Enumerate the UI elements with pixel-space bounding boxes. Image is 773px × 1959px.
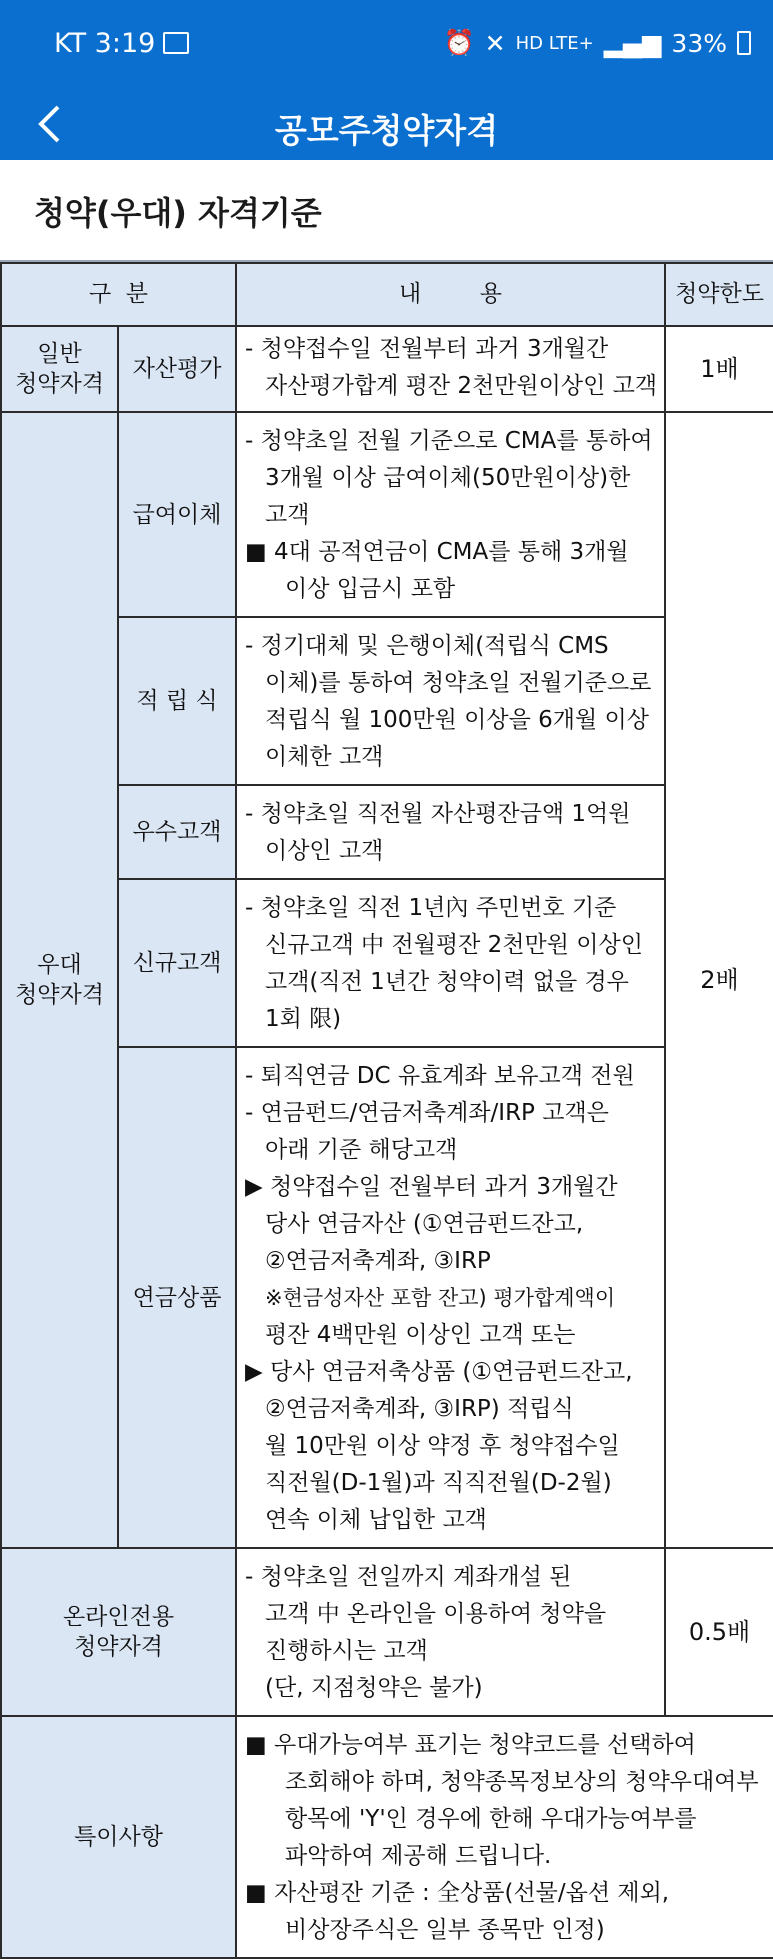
content-line: ※현금성자산 포함 잔고) 평가합계액이: [265, 1286, 616, 1310]
content-line: 파악하여 제공해 드립니다.: [285, 1843, 552, 1869]
table-row: [1, 326, 773, 412]
content-line: 항목에 'Y'인 경우에 한해 우대가능여부를: [285, 1806, 697, 1832]
group-preferred: 우대 청약자격: [1, 412, 118, 1548]
content-cell: [236, 879, 665, 1047]
table-row: [1, 1716, 773, 1958]
content-line: - 청약초일 전일까지 계좌개설 된: [245, 1564, 572, 1590]
content-line: ■ 4대 공적연금이 CMA를 통해 3개월: [245, 539, 629, 565]
content-line: ▶ 당사 연금저축상품 (①연금펀드잔고,: [245, 1359, 633, 1385]
sub-salary: 급여이체: [118, 412, 236, 617]
content-line: 고객 中 온라인을 이용하여 청약을: [265, 1601, 607, 1627]
limit-online: 0.5배: [665, 1548, 773, 1716]
content-line: ■ 우대가능여부 표기는 청약코드를 선택하여: [245, 1732, 696, 1758]
content-line: - 연금펀드/연금저축계좌/IRP 고객은: [245, 1100, 609, 1126]
content-line: 진행하시는 고객: [265, 1638, 428, 1664]
content-line: 월 10만원 이상 약정 후 청약접수일: [265, 1433, 620, 1459]
sub-vip: 우수고객: [118, 785, 236, 879]
gallery-notification-icon: [163, 32, 189, 54]
content-cell: [236, 617, 665, 785]
content-cell: [236, 326, 665, 412]
content-line: - 청약접수일 전월부터 과거 3개월간: [245, 336, 609, 362]
content-line: 조회해야 하며, 청약종목정보상의 청약우대여부: [285, 1769, 759, 1795]
content-cell: [236, 1047, 665, 1548]
content-line: 비상장주식은 일부 종목만 인정): [285, 1917, 605, 1943]
battery-icon: [737, 31, 751, 55]
vibrate-mute-icon: ✕: [484, 28, 506, 58]
content-line: 신규고객 中 전월평잔 2천만원 이상인: [265, 932, 643, 958]
content-line: - 청약초일 직전 1년內 주민번호 기준: [245, 895, 617, 921]
content-line: 고객: [265, 502, 310, 528]
content-line: 자산평가합계 평잔 2천만원이상인 고객: [265, 373, 658, 399]
content-line: (단, 지점청약은 불가): [265, 1675, 483, 1701]
content-line: 직전월(D-1월)과 직직전월(D-2월): [265, 1470, 612, 1496]
table-header-row: [1, 263, 773, 326]
content-cell: [236, 785, 665, 879]
content-line: 평잔 4백만원 이상인 고객 또는: [265, 1322, 576, 1348]
group-online: 온라인전용 청약자격: [1, 1548, 236, 1716]
status-time: KT 3:19: [54, 28, 156, 59]
page-title: 공모주청약자격: [274, 111, 499, 150]
content-line: ▶ 청약접수일 전월부터 과거 3개월간: [245, 1174, 618, 1200]
header-category: 구 분: [1, 263, 236, 326]
content-line: 당사 연금자산 (①연금펀드잔고,: [265, 1211, 584, 1237]
app-bar: [0, 88, 773, 160]
group-general: 일반 청약자격: [1, 326, 118, 412]
content-line: 고객(직전 1년간 청약이력 없을 경우: [265, 969, 629, 995]
battery-level: 33%: [671, 28, 727, 58]
header-limit: 청약한도: [665, 263, 773, 326]
content-line: - 청약초일 직전월 자산평잔금액 1억원: [245, 801, 631, 827]
content-line: ■ 자산평잔 기준 : 全상품(선물/옵션 제외,: [245, 1880, 670, 1906]
content-line: 3개월 이상 급여이체(50만원이상)한: [265, 465, 631, 491]
signal-icon: ▂▄▆: [603, 28, 662, 58]
content-cell: [236, 412, 665, 617]
content-line: 이상 입금시 포함: [285, 576, 456, 602]
content-line: ②연금저축계좌, ③IRP) 적립식: [265, 1396, 574, 1422]
content-line: 적립식 월 100만원 이상을 6개월 이상: [265, 707, 649, 733]
sub-installment: 적 립 식: [118, 617, 236, 785]
content-line: 아래 기준 해당고객: [265, 1137, 458, 1163]
group-special: 특이사항: [1, 1716, 236, 1958]
limit-preferred: 2배: [665, 412, 773, 1548]
section-title: 청약(우대) 자격기준: [34, 194, 322, 232]
eligibility-table: [0, 262, 773, 1959]
content-line: - 퇴직연금 DC 유효계좌 보유고객 전원: [245, 1063, 635, 1089]
sub-asset-eval: 자산평가: [118, 326, 236, 412]
content-line: ②연금저축계좌, ③IRP: [265, 1248, 491, 1274]
content-cell: [236, 1548, 665, 1716]
status-indicators: [444, 28, 751, 58]
content-line: - 청약초일 전월 기준으로 CMA를 통하여: [245, 428, 653, 454]
content-line: 1회 限): [265, 1006, 342, 1032]
sub-pension: 연금상품: [118, 1047, 236, 1548]
header-content: 내 용: [236, 263, 665, 326]
sub-new-customer: 신규고객: [118, 879, 236, 1047]
content-line: 이상인 고객: [265, 838, 384, 864]
table-row: [1, 1548, 773, 1716]
network-indicator: HD LTE+: [515, 32, 594, 54]
alarm-icon: ⏰: [443, 28, 475, 57]
content-line: - 정기대체 및 은행이체(적립식 CMS: [245, 633, 609, 659]
limit-general: 1배: [665, 326, 773, 412]
status-bar: [0, 0, 773, 88]
table-row: [1, 412, 773, 617]
content-line: 이체한 고객: [265, 744, 384, 770]
content-line: 이체)를 통하여 청약초일 전월기준으로: [265, 670, 652, 696]
special-notes-cell: [236, 1716, 773, 1958]
content-line: 연속 이체 납입한 고객: [265, 1507, 487, 1533]
